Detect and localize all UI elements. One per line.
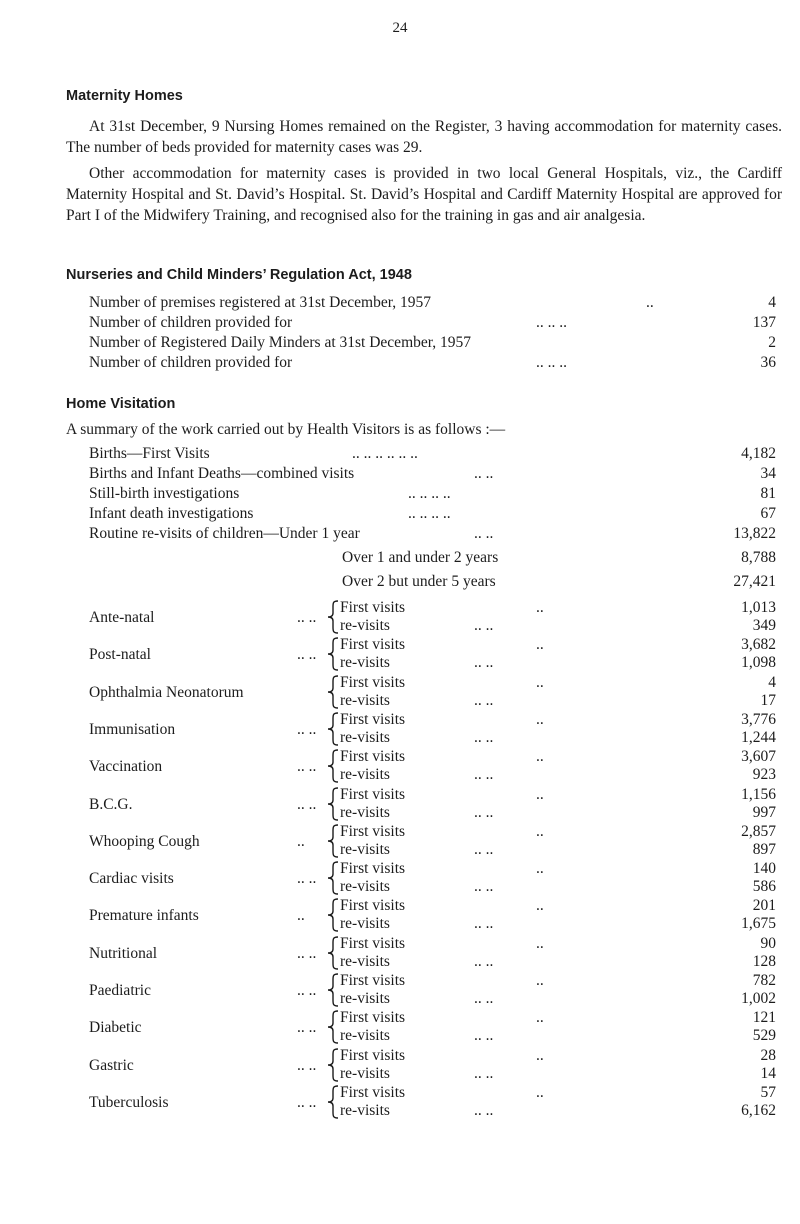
nurseries-row-value: 36 xyxy=(760,354,776,371)
home-visitation-row-value: 34 xyxy=(760,465,776,482)
nurseries-row-value: 137 xyxy=(752,314,776,331)
re-visits-leader: .. .. xyxy=(474,691,494,709)
visit-category-leader: .. .. xyxy=(297,870,317,888)
brace-icon xyxy=(326,636,340,672)
first-visits-value: 4 xyxy=(768,673,776,691)
brace-icon xyxy=(326,1009,340,1045)
first-visits-label: First visits xyxy=(340,748,406,766)
brace-icon xyxy=(326,860,340,896)
first-visits-leader: .. xyxy=(536,1046,544,1064)
first-visits-value: 782 xyxy=(752,972,776,989)
re-visits-leader: .. .. xyxy=(474,878,494,896)
home-visitation-row xyxy=(89,464,782,484)
visit-category-name: Diabetic xyxy=(89,1019,142,1037)
home-visitation-row-leader: .. .. xyxy=(474,465,494,482)
home-visitation-row-label: Routine re-visits of children—Under 1 year xyxy=(89,525,360,542)
visit-category-group xyxy=(66,823,782,859)
first-visits-label: First visits xyxy=(340,1083,406,1101)
first-visits-label: First visits xyxy=(340,599,406,616)
first-visits-label: First visits xyxy=(340,785,406,803)
re-visits-value: 529 xyxy=(752,1027,776,1045)
first-visits-leader: .. xyxy=(536,785,544,803)
re-visits-leader: .. .. xyxy=(474,1101,494,1119)
home-visitation-age-value: 27,421 xyxy=(733,573,776,590)
brace-icon xyxy=(326,1047,340,1083)
re-visits-value: 1,675 xyxy=(741,915,776,933)
visit-category-name: Ante-natal xyxy=(89,609,155,626)
first-visits-leader: .. xyxy=(536,860,544,878)
re-visits-value: 1,002 xyxy=(741,990,776,1007)
re-visits-leader: .. .. xyxy=(474,1027,494,1045)
re-visits-label: re-visits xyxy=(340,766,390,784)
home-visitation-row-label: Births—First Visits xyxy=(89,445,210,462)
re-visits-label: re-visits xyxy=(340,878,390,896)
nurseries-row xyxy=(89,333,782,353)
nurseries-row-value: 4 xyxy=(768,294,776,311)
visit-category-group xyxy=(66,711,782,747)
first-visits-value: 1,013 xyxy=(741,599,776,616)
first-visits-label: First visits xyxy=(340,1009,406,1027)
visit-category-name: Gastric xyxy=(89,1056,134,1074)
first-visits-label: First visits xyxy=(340,673,406,691)
visit-category-group xyxy=(66,599,782,635)
first-visits-leader: .. xyxy=(536,1009,544,1027)
re-visits-label: re-visits xyxy=(340,728,390,746)
brace-icon xyxy=(326,935,340,971)
visit-category-leader: .. .. xyxy=(297,1019,317,1037)
visit-category-leader: .. .. xyxy=(297,720,317,738)
visit-category-group xyxy=(66,674,782,710)
brace-icon xyxy=(326,1084,340,1120)
home-visitation-row-value: 67 xyxy=(760,505,776,522)
first-visits-label: First visits xyxy=(340,934,406,952)
home-visitation-row-label: Still-birth investigations xyxy=(89,485,240,502)
re-visits-value: 14 xyxy=(760,1064,776,1082)
brace-icon xyxy=(326,786,340,822)
page-number: 24 xyxy=(392,20,408,36)
first-visits-value: 90 xyxy=(760,934,776,952)
nurseries-row-label: Number of children provided for xyxy=(89,314,293,331)
re-visits-value: 128 xyxy=(752,952,776,970)
first-visits-leader: .. xyxy=(536,822,544,840)
maternity-homes-heading: Maternity Homes xyxy=(66,88,183,104)
brace-icon xyxy=(326,748,340,784)
re-visits-label: re-visits xyxy=(340,654,390,672)
visit-category-leader: .. xyxy=(297,907,305,925)
home-visitation-intro: A summary of the work carried out by Health Visitors is as follows :— xyxy=(66,421,506,438)
first-visits-value: 28 xyxy=(760,1046,776,1064)
home-visitation-age-label: Over 1 and under 2 years xyxy=(342,549,499,566)
re-visits-value: 17 xyxy=(760,691,776,709)
re-visits-value: 1,098 xyxy=(741,654,776,672)
re-visits-value: 586 xyxy=(752,878,776,896)
home-visitation-row-label: Infant death investigations xyxy=(89,505,254,522)
brace-icon xyxy=(326,711,340,747)
home-visitation-row-value: 81 xyxy=(760,485,776,502)
visit-category-leader: .. .. xyxy=(297,646,317,664)
brace-icon xyxy=(326,972,340,1008)
re-visits-value: 997 xyxy=(752,803,776,821)
home-visitation-row xyxy=(89,444,782,464)
re-visits-label: re-visits xyxy=(340,952,390,970)
re-visits-leader: .. .. xyxy=(474,952,494,970)
home-visitation-age-value: 8,788 xyxy=(741,549,776,566)
visit-category-group xyxy=(66,786,782,822)
re-visits-value: 349 xyxy=(752,617,776,634)
first-visits-label: First visits xyxy=(340,636,406,654)
nurseries-row-label: Number of Registered Daily Minders at 31st December, 1957 xyxy=(89,334,472,351)
re-visits-label: re-visits xyxy=(340,803,390,821)
first-visits-leader: .. xyxy=(536,1083,544,1101)
first-visits-label: First visits xyxy=(340,897,406,915)
brace-icon xyxy=(326,599,340,635)
re-visits-leader: .. .. xyxy=(474,840,494,858)
re-visits-leader: .. .. xyxy=(474,766,494,784)
nurseries-row-label: Number of children provided for xyxy=(89,354,293,371)
re-visits-label: re-visits xyxy=(340,915,390,933)
re-visits-label: re-visits xyxy=(340,1101,390,1119)
first-visits-value: 201 xyxy=(752,897,776,915)
home-visitation-age-row xyxy=(0,572,782,592)
first-visits-value: 3,776 xyxy=(741,710,776,728)
visit-category-name: Tuberculosis xyxy=(89,1093,169,1111)
first-visits-value: 121 xyxy=(752,1009,776,1027)
re-visits-label: re-visits xyxy=(340,1064,390,1082)
first-visits-label: First visits xyxy=(340,860,406,878)
nurseries-row-leader: .. .. .. xyxy=(536,314,567,331)
first-visits-leader: .. xyxy=(536,748,544,766)
first-visits-label: First visits xyxy=(340,710,406,728)
visit-category-name: Paediatric xyxy=(89,982,151,999)
visit-category-leader: .. .. xyxy=(297,944,317,962)
re-visits-label: re-visits xyxy=(340,840,390,858)
re-visits-label: re-visits xyxy=(340,691,390,709)
nurseries-row-leader: .. xyxy=(646,294,654,311)
first-visits-leader: .. xyxy=(536,636,544,654)
home-visitation-row-leader: .. .. .. .. xyxy=(408,485,451,502)
re-visits-leader: .. .. xyxy=(474,654,494,672)
re-visits-label: re-visits xyxy=(340,617,390,634)
re-visits-value: 6,162 xyxy=(741,1101,776,1119)
home-visitation-row-leader: .. .. .. .. .. .. xyxy=(352,445,418,462)
first-visits-value: 2,857 xyxy=(741,822,776,840)
visit-category-group xyxy=(66,972,782,1008)
first-visits-leader: .. xyxy=(536,710,544,728)
nurseries-row-label: Number of premises registered at 31st December, 1957 xyxy=(89,294,431,311)
home-visitation-row-leader: .. .. xyxy=(474,525,494,542)
visit-category-name: Cardiac visits xyxy=(89,870,174,888)
re-visits-value: 1,244 xyxy=(741,728,776,746)
maternity-paragraph-1: At 31st December, 9 Nursing Homes remained on the Register, 3 having accommodation for maternity cases. The number of beds provided for maternity cases was 29. xyxy=(66,118,782,156)
first-visits-leader: .. xyxy=(536,934,544,952)
nurseries-heading: Nurseries and Child Minders’ Regulation Act, 1948 xyxy=(66,267,412,283)
re-visits-label: re-visits xyxy=(340,990,390,1007)
visit-category-name: Nutritional xyxy=(89,944,158,962)
visit-category-group xyxy=(66,1084,782,1120)
re-visits-leader: .. .. xyxy=(474,990,494,1007)
visit-category-name: Premature infants xyxy=(89,907,199,925)
home-visitation-row-leader: .. .. .. .. xyxy=(408,505,451,522)
home-visitation-age-label: Over 2 but under 5 years xyxy=(342,573,496,590)
visit-category-name: Vaccination xyxy=(89,758,163,776)
first-visits-leader: .. xyxy=(536,972,544,989)
first-visits-leader: .. xyxy=(536,599,544,616)
visit-category-name: Immunisation xyxy=(89,720,176,738)
home-visitation-row xyxy=(89,484,782,504)
visit-category-leader: .. .. xyxy=(297,609,317,626)
visit-category-group xyxy=(66,1047,782,1083)
home-visitation-row-value: 4,182 xyxy=(741,445,776,462)
visit-category-group xyxy=(66,897,782,933)
first-visits-value: 3,607 xyxy=(741,748,776,766)
visit-category-name: Ophthalmia Neonatorum xyxy=(89,683,244,701)
re-visits-value: 923 xyxy=(752,766,776,784)
brace-icon xyxy=(326,823,340,859)
first-visits-label: First visits xyxy=(340,822,406,840)
first-visits-value: 3,682 xyxy=(741,636,776,654)
visit-category-leader: .. .. xyxy=(297,758,317,776)
brace-icon xyxy=(326,674,340,710)
nurseries-row-leader: .. .. .. xyxy=(536,354,567,371)
home-visitation-row xyxy=(89,524,782,544)
visit-category-group xyxy=(66,935,782,971)
first-visits-value: 140 xyxy=(752,860,776,878)
home-visitation-row-label: Births and Infant Deaths—combined visits xyxy=(89,465,355,482)
nurseries-row xyxy=(89,313,782,333)
first-visits-leader: .. xyxy=(536,897,544,915)
re-visits-leader: .. .. xyxy=(474,1064,494,1082)
re-visits-leader: .. .. xyxy=(474,803,494,821)
brace-icon xyxy=(326,897,340,933)
visit-category-group xyxy=(66,1009,782,1045)
visit-category-group xyxy=(66,748,782,784)
re-visits-leader: .. .. xyxy=(474,617,494,634)
home-visitation-row-value: 13,822 xyxy=(733,525,776,542)
visit-category-leader: .. xyxy=(297,832,305,850)
re-visits-leader: .. .. xyxy=(474,915,494,933)
re-visits-leader: .. .. xyxy=(474,728,494,746)
maternity-paragraph-2: Other accommodation for maternity cases is provided in two local General Hospitals, viz., the Cardiff Maternity Hospital and St. David’s Hospital. St. David’s Hospital and Cardiff Maternity Hospital are approved for Part I of the Midwifery Training, and recognised also for the training in gas and air analgesia. xyxy=(66,165,782,224)
visit-category-leader: .. .. xyxy=(297,1093,317,1111)
first-visits-label: First visits xyxy=(340,972,406,989)
visit-category-leader: .. .. xyxy=(297,795,317,813)
visit-category-name: B.C.G. xyxy=(89,795,133,813)
home-visitation-row xyxy=(89,504,782,524)
nurseries-row-value: 2 xyxy=(768,334,776,351)
visit-category-leader: .. .. xyxy=(297,982,317,999)
first-visits-value: 57 xyxy=(760,1083,776,1101)
nurseries-row xyxy=(89,293,782,313)
first-visits-value: 1,156 xyxy=(741,785,776,803)
re-visits-value: 897 xyxy=(752,840,776,858)
home-visitation-age-row xyxy=(0,548,782,568)
visit-category-group xyxy=(66,636,782,672)
re-visits-label: re-visits xyxy=(340,1027,390,1045)
visit-category-name: Whooping Cough xyxy=(89,832,200,850)
first-visits-leader: .. xyxy=(536,673,544,691)
nurseries-row xyxy=(89,353,782,373)
visit-category-leader: .. .. xyxy=(297,1056,317,1074)
visit-category-name: Post-natal xyxy=(89,646,151,664)
home-visitation-heading: Home Visitation xyxy=(66,396,176,412)
first-visits-label: First visits xyxy=(340,1046,406,1064)
visit-category-group xyxy=(66,860,782,896)
